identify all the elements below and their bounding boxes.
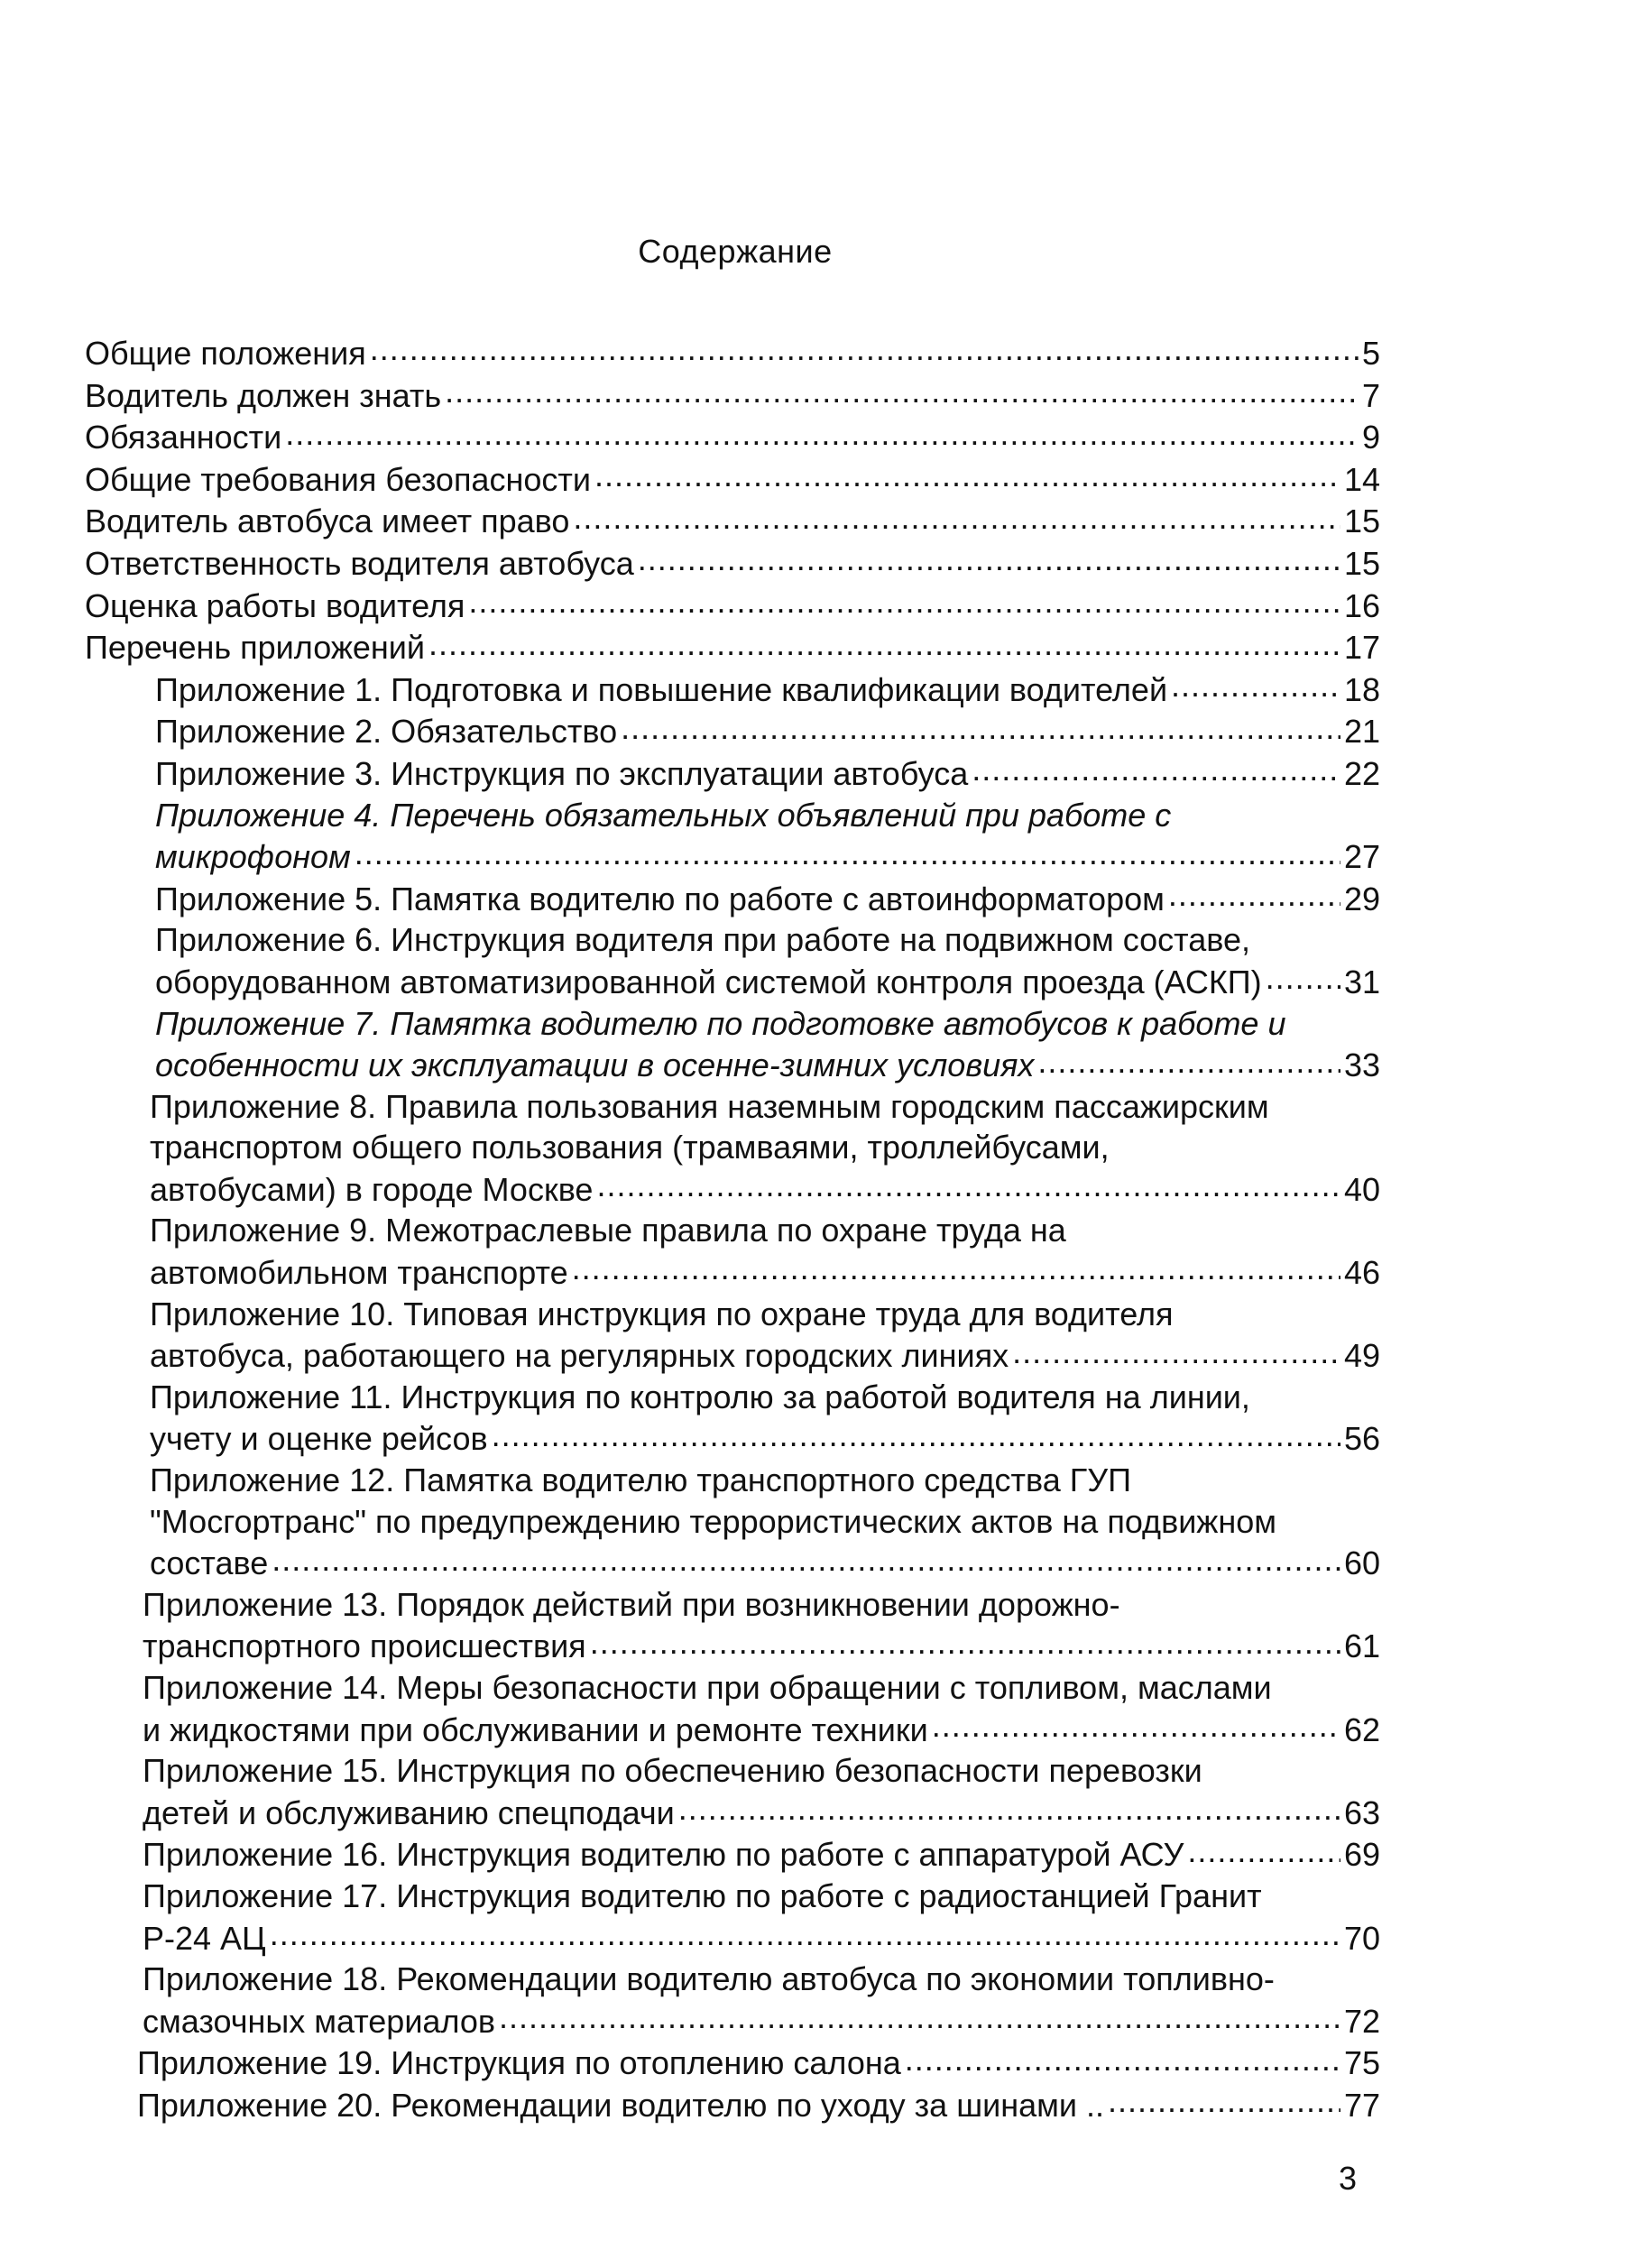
toc-entry-text: Приложение 16. Инструкция водителю по работе с аппаратурой АСУ	[143, 1836, 1184, 1874]
toc-entry-line	[137, 2084, 1380, 2126]
toc-entry-text: Приложение 17. Инструкция водителю по работе с радиостанцией Гранит	[143, 1876, 1262, 1914]
toc-page-number: 77	[1343, 2086, 1380, 2124]
toc-page-number: 72	[1343, 2002, 1380, 2040]
toc-entry	[85, 1460, 1380, 1584]
toc-page-number: 60	[1343, 1544, 1380, 1582]
toc-entry-line	[150, 1460, 1380, 1501]
toc-entry	[85, 2084, 1380, 2126]
toc-entry-line	[143, 1833, 1380, 1876]
toc-entry	[85, 1833, 1380, 1876]
toc-entry-text: Ответственность водителя автобуса	[85, 544, 634, 582]
toc-entry	[85, 1750, 1380, 1833]
toc-entry-text: учету и оценке рейсов	[150, 1420, 488, 1458]
toc-entry-line	[85, 416, 1380, 458]
toc-entry-text: Приложение 11. Инструкция по контролю за работой водителя на линии,	[150, 1378, 1250, 1415]
toc-entry-text: Приложение 13. Порядок действий при возникновении дорожно-	[143, 1585, 1120, 1623]
toc-entry-text: Приложение 2. Обязательство	[155, 713, 618, 751]
toc-entry	[85, 1667, 1380, 1750]
toc-entry-line	[150, 1501, 1380, 1543]
toc-entry-text: автомобильном транспорте	[150, 1254, 568, 1292]
toc-page-number: 70	[1343, 1919, 1380, 1957]
toc-entry-line	[85, 458, 1380, 501]
toc-entry-text: и жидкостями при обслуживании и ремонте техники	[143, 1710, 928, 1748]
toc-entry-line	[143, 1667, 1380, 1709]
toc-entry	[85, 878, 1380, 920]
toc-entry-line	[155, 961, 1380, 1003]
dot-leader	[499, 2000, 1340, 2033]
toc-entry-text: смазочных материалов	[143, 2002, 496, 2040]
toc-entry-line	[85, 626, 1380, 668]
dot-leader	[573, 500, 1340, 532]
toc-page-number: 9	[1361, 419, 1380, 456]
toc-entry-text: Приложение 9. Межотраслевые правила по охране труда на	[150, 1212, 1066, 1249]
toc-page-number: 61	[1343, 1627, 1380, 1665]
dot-leader	[1012, 1334, 1340, 1367]
toc-entry	[85, 1210, 1380, 1293]
dot-leader	[1037, 1044, 1340, 1076]
toc-page-number: 75	[1343, 2044, 1380, 2082]
dot-leader	[355, 835, 1340, 868]
toc-entry-line	[85, 500, 1380, 542]
toc-entry-text: Общие положения	[85, 335, 366, 372]
dot-leader	[638, 542, 1340, 575]
toc-entry	[85, 1086, 1380, 1211]
toc-entry-text: Водитель должен знать	[85, 376, 442, 414]
toc-page-number: 15	[1343, 544, 1380, 582]
toc-entry-line	[150, 1086, 1380, 1128]
toc-entry-text: Общие требования безопасности	[85, 460, 591, 498]
toc-entry-text: Приложение 7. Памятка водителю по подготовке автобусов к работе и	[155, 1004, 1286, 1042]
table-of-contents	[85, 332, 1380, 2126]
toc-entry-text: оборудованном автоматизированной системой контроля проезда (АСКП)	[155, 963, 1262, 1000]
toc-title: Содержание	[638, 233, 833, 270]
toc-entry-line	[155, 878, 1380, 920]
toc-entry-text: Приложение 6. Инструкция водителя при работе на подвижном составе,	[155, 921, 1250, 959]
dot-leader	[678, 1792, 1340, 1824]
toc-entry-line	[143, 1876, 1380, 1917]
toc-page-number: 69	[1343, 1836, 1380, 1874]
dot-leader	[621, 710, 1340, 742]
toc-entry	[85, 1876, 1380, 1959]
toc-entry-line	[150, 1542, 1380, 1584]
toc-entry-text: Приложение 8. Правила пользования наземным городским пассажирским	[150, 1087, 1269, 1125]
toc-entry-text: детей и обслуживанию спецподачи	[143, 1793, 675, 1831]
toc-entry-text: Приложение 20. Рекомендации водителю по уходу за шинами ..	[137, 2086, 1104, 2124]
toc-entry	[85, 1959, 1380, 2042]
toc-page-number: 21	[1343, 713, 1380, 751]
toc-page-number: 5	[1361, 335, 1380, 372]
dot-leader	[428, 626, 1340, 659]
toc-entry	[85, 542, 1380, 585]
toc-entry-line	[85, 332, 1380, 374]
toc-entry-line	[150, 1251, 1380, 1294]
toc-entry	[85, 458, 1380, 501]
toc-entry-line	[155, 668, 1380, 711]
toc-entry-text: "Мосгортранс" по предупреждению террористических актов на подвижном	[150, 1502, 1277, 1540]
dot-leader	[445, 374, 1359, 407]
toc-entry-line	[155, 919, 1380, 961]
toc-entry	[85, 795, 1380, 878]
toc-entry-text: микрофоном	[155, 838, 351, 876]
toc-entry-text: составе	[150, 1544, 269, 1582]
dot-leader	[596, 1168, 1340, 1201]
toc-entry-line	[150, 1334, 1380, 1377]
toc-entry-line	[143, 1584, 1380, 1626]
dot-leader	[590, 1625, 1340, 1657]
toc-entry-line	[155, 752, 1380, 795]
toc-entry-line	[150, 1168, 1380, 1211]
toc-entry	[85, 752, 1380, 795]
toc-page-number: 15	[1343, 502, 1380, 540]
toc-entry-line	[143, 1625, 1380, 1667]
toc-entry-line	[143, 1959, 1380, 2000]
toc-page-number: 18	[1343, 670, 1380, 708]
toc-entry	[85, 416, 1380, 458]
dot-leader	[468, 585, 1340, 617]
toc-entry-text: Водитель автобуса имеет право	[85, 502, 570, 540]
toc-entry-text: Приложение 1. Подготовка и повышение квалификации водителей	[155, 670, 1168, 708]
toc-entry-text: Приложение 18. Рекомендации водителю автобуса по экономии топливно-	[143, 1960, 1275, 1998]
dot-leader	[272, 1542, 1340, 1574]
toc-entry-text: Приложение 3. Инструкция по эксплуатации автобуса	[155, 754, 969, 792]
toc-entry	[85, 668, 1380, 711]
toc-entry-line	[143, 1709, 1380, 1751]
dot-leader	[972, 752, 1340, 785]
toc-page-number: 46	[1343, 1254, 1380, 1292]
toc-entry-text: Оценка работы водителя	[85, 586, 465, 624]
toc-entry-text: Приложение 4. Перечень обязательных объявлений при работе с	[155, 796, 1172, 834]
toc-entry-text: транспортом общего пользования (трамваями, троллейбусами,	[150, 1129, 1110, 1166]
toc-entry	[85, 500, 1380, 542]
toc-entry	[85, 374, 1380, 417]
dot-leader	[1168, 878, 1340, 910]
toc-entry-line	[155, 795, 1380, 836]
toc-entry-line	[150, 1417, 1380, 1460]
toc-entry	[85, 626, 1380, 668]
toc-page-number: 17	[1343, 629, 1380, 667]
dot-leader	[1187, 1833, 1340, 1866]
toc-entry	[85, 1294, 1380, 1377]
toc-page-number: 27	[1343, 838, 1380, 876]
dot-leader	[270, 1917, 1340, 1950]
toc-page-number: 56	[1343, 1420, 1380, 1458]
toc-entry-line	[150, 1127, 1380, 1168]
toc-entry-line	[137, 2042, 1380, 2084]
toc-entry-line	[150, 1210, 1380, 1251]
toc-page-number: 7	[1361, 376, 1380, 414]
toc-page-number: 63	[1343, 1793, 1380, 1831]
toc-page-number: 31	[1343, 963, 1380, 1000]
dot-leader	[1108, 2084, 1340, 2116]
toc-entry-text: Приложение 15. Инструкция по обеспечению безопасности перевозки	[143, 1752, 1202, 1790]
dot-leader	[932, 1709, 1340, 1741]
dot-leader	[1171, 668, 1340, 701]
toc-page-number: 40	[1343, 1170, 1380, 1208]
toc-entry-line	[155, 835, 1380, 878]
toc-entry-line	[155, 1003, 1380, 1045]
dot-leader	[905, 2042, 1340, 2074]
toc-page-number: 33	[1343, 1046, 1380, 1084]
toc-entry-text: Приложение 14. Меры безопасности при обращении с топливом, маслами	[143, 1669, 1272, 1706]
dot-leader	[594, 458, 1340, 491]
dot-leader	[285, 416, 1359, 448]
toc-page-number: 16	[1343, 586, 1380, 624]
dot-leader	[492, 1417, 1340, 1450]
toc-entry-text: Приложение 12. Памятка водителю транспортного средства ГУП	[150, 1461, 1132, 1499]
toc-entry-line	[85, 585, 1380, 627]
toc-entry	[85, 919, 1380, 1002]
toc-entry-line	[85, 374, 1380, 417]
toc-entry-text: Приложение 5. Памятка водителю по работе с автоинформатором	[155, 880, 1165, 917]
toc-entry-line	[85, 542, 1380, 585]
toc-entry-text: Обязанности	[85, 419, 282, 456]
dot-leader	[572, 1251, 1340, 1284]
toc-page-number: 49	[1343, 1337, 1380, 1375]
toc-entry	[85, 2042, 1380, 2084]
toc-entry-line	[150, 1377, 1380, 1418]
toc-entry	[85, 710, 1380, 752]
toc-entry-text: Приложение 19. Инструкция по отоплению салона	[137, 2044, 901, 2082]
toc-page-number: 29	[1343, 880, 1380, 917]
dot-leader	[1266, 961, 1340, 993]
toc-entry-line	[150, 1294, 1380, 1335]
toc-entry-text: автобусами) в городе Москве	[150, 1170, 594, 1208]
toc-page-number: 22	[1343, 754, 1380, 792]
dot-leader	[370, 332, 1359, 364]
toc-entry-line	[143, 2000, 1380, 2042]
toc-entry	[85, 1584, 1380, 1667]
toc-entry	[85, 332, 1380, 374]
toc-entry-text: Перечень приложений	[85, 629, 426, 667]
toc-entry-text: транспортного происшествия	[143, 1627, 586, 1665]
toc-entry-text: особенности их эксплуатации в осенне-зимних условиях	[155, 1046, 1035, 1084]
toc-entry-line	[143, 1750, 1380, 1792]
toc-entry-line	[155, 710, 1380, 752]
toc-entry	[85, 1377, 1380, 1460]
toc-page-number: 14	[1343, 460, 1380, 498]
toc-entry-text: Приложение 10. Типовая инструкция по охране труда для водителя	[150, 1295, 1174, 1332]
toc-entry-line	[143, 1792, 1380, 1834]
page-number: 3	[1339, 2160, 1358, 2197]
toc-entry-text: Р-24 АЦ	[143, 1919, 266, 1957]
toc-entry-text: автобуса, работающего на регулярных городских линиях	[150, 1337, 1009, 1375]
toc-entry	[85, 1003, 1380, 1086]
toc-entry-line	[143, 1917, 1380, 1959]
toc-entry	[85, 585, 1380, 627]
toc-entry-line	[155, 1044, 1380, 1086]
toc-page-number: 62	[1343, 1710, 1380, 1748]
